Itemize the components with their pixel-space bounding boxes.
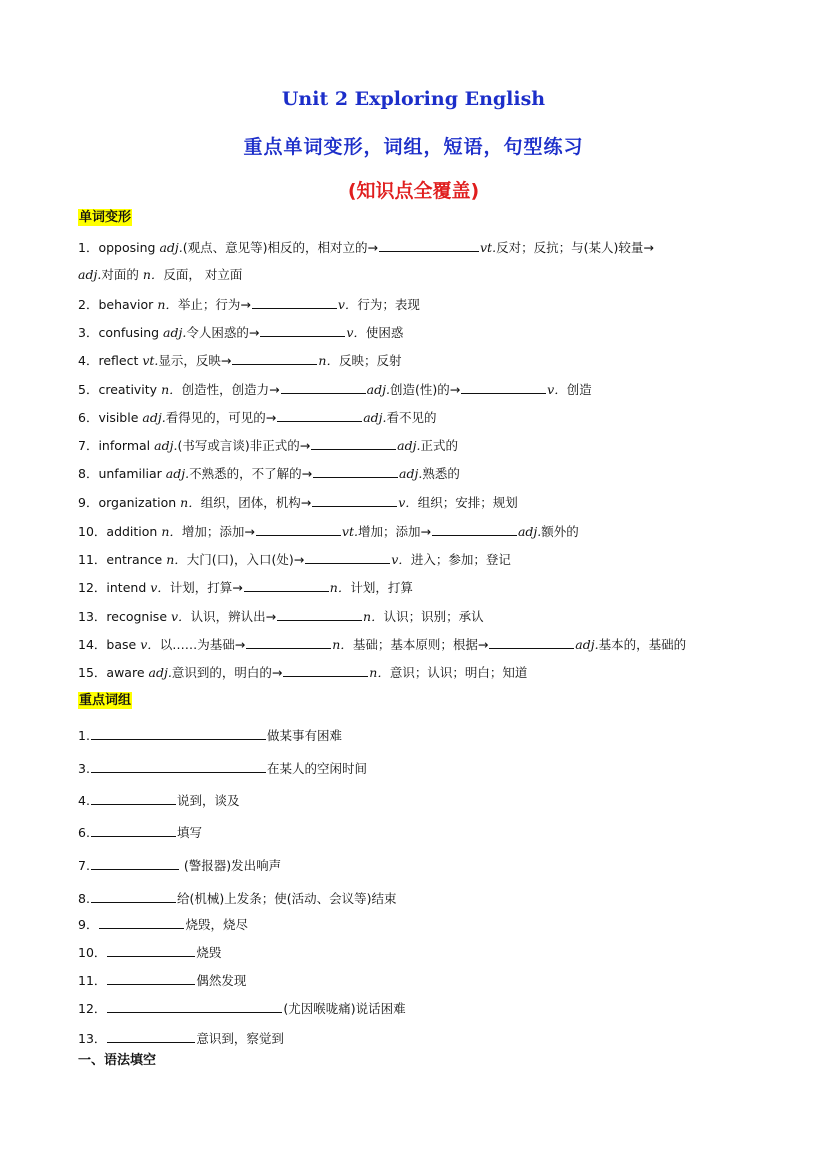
answer-blank[interactable] [91, 791, 176, 805]
answer-blank[interactable] [256, 522, 341, 536]
answer-blank[interactable] [107, 943, 195, 957]
word-item: 3．confusing adj.令人困惑的→ v．使困惑 [78, 325, 404, 340]
answer-blank[interactable] [91, 726, 266, 740]
answer-blank[interactable] [107, 1029, 195, 1043]
answer-blank[interactable] [252, 295, 337, 309]
word-item: 4．reflect vt.显示，反映→ n．反映；反射 [78, 353, 402, 368]
phrase-item: 6. 填写 [78, 825, 202, 840]
phrase-item: 3. 在某人的空闲时间 [78, 761, 367, 776]
phrase-item: 12． (尤因喉咙痛)说话困难 [78, 1001, 406, 1016]
answer-blank[interactable] [91, 889, 176, 903]
answer-blank[interactable] [461, 380, 546, 394]
answer-blank[interactable] [107, 999, 282, 1013]
answer-blank[interactable] [99, 915, 184, 929]
word-item: 14．base v．以……为基础→ n．基础；基本原则；根据→ adj.基本的，基础的 [78, 637, 687, 652]
answer-blank[interactable] [281, 380, 366, 394]
word-item: 11．entrance n．大门(口)，入口(处)→ v．进入；参加；登记 [78, 552, 511, 567]
word-item: 10．addition n．增加；添加→ vt.增加；添加→ adj.额外的 [78, 524, 579, 539]
word-item: 8．unfamiliar adj.不熟悉的，不了解的→ adj.熟悉的 [78, 466, 460, 481]
answer-blank[interactable] [277, 607, 362, 621]
document-title: Unit 2 Exploring English [281, 88, 546, 110]
phrase-item: 8. 给(机械)上发条；使(活动、会议等)结束 [78, 891, 397, 906]
answer-blank[interactable] [311, 436, 396, 450]
phrase-item: 7. (警报器)发出响声 [78, 858, 282, 873]
answer-blank[interactable] [232, 351, 317, 365]
phrase-item: 9． 烧毁，烧尽 [78, 917, 248, 932]
word-item: 12．intend v．计划，打算→ n．计划，打算 [78, 580, 413, 595]
answer-blank[interactable] [91, 759, 266, 773]
answer-blank[interactable] [244, 578, 329, 592]
word-item: 6．visible adj.看得见的，可见的→ adj.看不见的 [78, 410, 437, 425]
answer-blank[interactable] [260, 323, 345, 337]
answer-blank[interactable] [246, 635, 331, 649]
coverage-note: (知识点全覆盖) [347, 180, 480, 202]
section-heading-words: 单词变形 [79, 210, 132, 225]
word-item: 15．aware adj.意识到的，明白的→ n．意识；认识；明白；知道 [78, 665, 528, 680]
answer-blank[interactable] [379, 238, 479, 252]
answer-blank[interactable] [91, 823, 176, 837]
answer-blank[interactable] [283, 663, 368, 677]
word-item: 5．creativity n．创造性，创造力→ adj.创造(性)的→ v．创造 [78, 382, 592, 397]
answer-blank[interactable] [91, 856, 179, 870]
phrase-item: 11． 偶然发现 [78, 973, 247, 988]
phrase-item: 10． 烧毁 [78, 945, 222, 960]
word-item: 7．informal adj.(书写或言谈)非正式的→ adj.正式的 [78, 438, 458, 453]
section-heading-phrases: 重点词组 [79, 693, 132, 708]
answer-blank[interactable] [277, 408, 362, 422]
section-heading-grammar: 一、语法填空 [78, 1053, 157, 1068]
answer-blank[interactable] [432, 522, 517, 536]
word-item-continued: adj.对面的 n．反面， 对立面 [78, 267, 243, 282]
answer-blank[interactable] [107, 971, 195, 985]
word-item: 13．recognise v．认识，辨认出→ n．认识；识别；承认 [78, 609, 484, 624]
answer-blank[interactable] [305, 550, 390, 564]
word-item: 9．organization n．组织，团体，机构→ v．组织；安排；规划 [78, 495, 518, 510]
answer-blank[interactable] [312, 493, 397, 507]
word-item: 2．behavior n．举止；行为→ v．行为；表现 [78, 297, 420, 312]
phrase-item: 1. 做某事有困难 [78, 728, 342, 743]
document-subtitle: 重点单词变形，词组，短语，句型练习 [243, 136, 584, 158]
word-item: 1．opposing adj.(观点、意见等)相反的，相对立的→ vt.反对；反抗；与(某人)较量→ [78, 240, 654, 255]
answer-blank[interactable] [489, 635, 574, 649]
phrase-item: 4. 说到，谈及 [78, 793, 240, 808]
phrase-item: 13． 意识到，察觉到 [78, 1031, 284, 1046]
answer-blank[interactable] [313, 464, 398, 478]
